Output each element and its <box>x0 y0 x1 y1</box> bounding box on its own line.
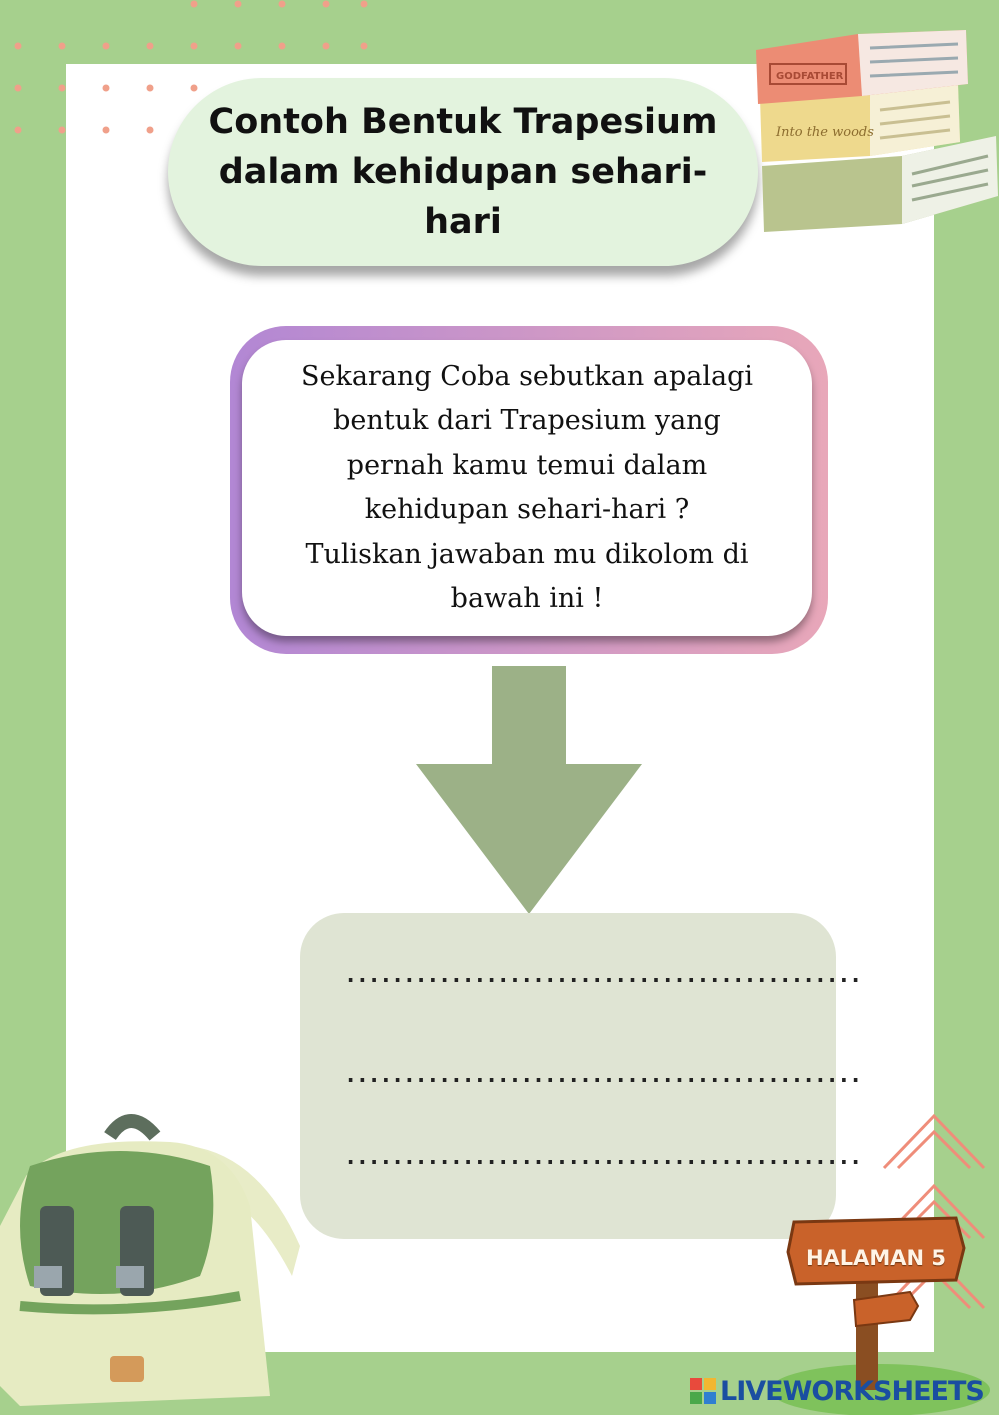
page-number-label: HALAMAN 5 <box>805 1246 947 1270</box>
brand-name: LIVEWORKSHEETS <box>720 1375 984 1407</box>
answer-line-2[interactable]: ............................................ <box>344 1063 861 1088</box>
backpack-illustration <box>0 1106 306 1415</box>
book-title-top: GODFATHER <box>776 71 844 82</box>
question-card <box>242 340 812 636</box>
liveworksheets-logo-icon <box>690 1378 716 1404</box>
title-banner <box>168 78 758 266</box>
answer-box[interactable] <box>300 913 861 1239</box>
question-text: Sekarang Coba sebutkan apalagi bentuk dari Trapesium yang pernah kamu temui dalam kehidupan sehari-hari ? Tuliskan jawaban mu dikolom di bawah ini ! <box>301 360 753 614</box>
page-title: Contoh Bentuk Trapesium dalam kehidupan sehari- hari <box>208 102 718 242</box>
answer-line-3[interactable]: ............................................ <box>344 1145 861 1170</box>
book-title-middle: Into the woods <box>776 125 874 140</box>
arrow-down-icon <box>416 666 642 914</box>
answer-line-1[interactable]: ............................................ <box>344 963 861 988</box>
books-illustration <box>752 24 999 234</box>
brand-footer <box>690 1373 984 1409</box>
